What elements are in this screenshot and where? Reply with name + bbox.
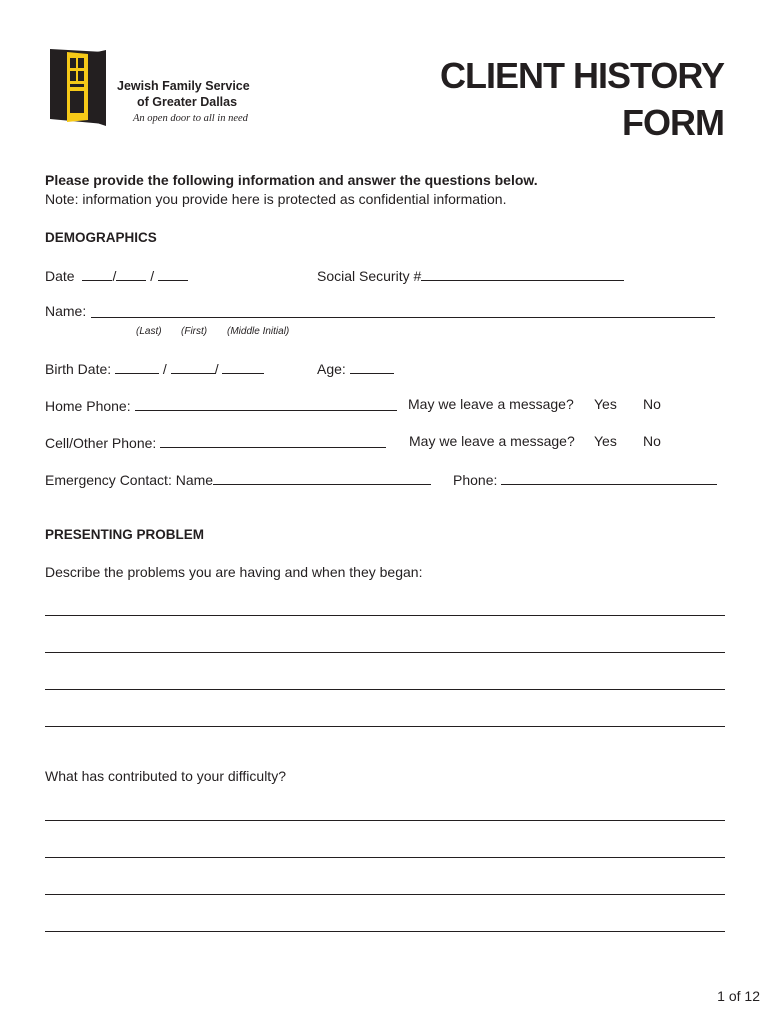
name-hint-first: (First) xyxy=(181,326,208,337)
problem-answer-line[interactable] xyxy=(45,726,725,727)
home-message-question: May we leave a message? xyxy=(408,396,574,412)
presenting-problem-heading: PRESENTING PROBLEM xyxy=(45,527,205,542)
instruction-text: Please provide the following information and answer the questions below. xyxy=(45,172,538,188)
form-title-line2: FORM xyxy=(622,102,724,143)
birth-slash-2: / xyxy=(214,361,219,377)
name-hint-last: (Last) xyxy=(136,326,162,337)
problem-answer-line[interactable] xyxy=(45,689,725,690)
confidentiality-note: Note: information you provide here is protected as confidential information. xyxy=(45,191,507,207)
home-message-no[interactable]: No xyxy=(643,396,661,412)
difficulty-answer-line[interactable] xyxy=(45,820,725,821)
emergency-contact-label: Emergency Contact: xyxy=(45,472,172,488)
home-phone-field xyxy=(45,396,397,414)
birth-slash-1: / xyxy=(162,361,167,377)
difficulty-question: What has contributed to your difficulty? xyxy=(45,768,286,784)
date-slash-1: / xyxy=(112,268,117,284)
difficulty-answer-line[interactable] xyxy=(45,931,725,932)
difficulty-answer-line[interactable] xyxy=(45,894,725,895)
date-slash-2: / xyxy=(150,268,155,284)
birth-month-blank[interactable] xyxy=(115,359,159,374)
birth-date-label: Birth Date: xyxy=(45,361,112,377)
organization-name-line2: of Greater Dallas xyxy=(137,94,238,109)
emergency-phone-label: Phone: xyxy=(453,472,498,488)
organization-name xyxy=(117,79,250,110)
name-hint-middle: (Middle Initial) xyxy=(227,326,290,337)
page-number: 1 of 12 xyxy=(717,988,760,1004)
organization-name-line1: Jewish Family Service xyxy=(117,79,250,93)
difficulty-answer-line[interactable] xyxy=(45,857,725,858)
emergency-contact-field xyxy=(45,470,431,488)
form-title xyxy=(440,52,724,146)
birth-year-blank[interactable] xyxy=(222,359,264,374)
date-month-blank[interactable] xyxy=(82,266,112,281)
organization-tagline: An open door to all in need xyxy=(133,113,248,124)
problem-question: Describe the problems you are having and when they began: xyxy=(45,564,423,580)
cell-phone-blank[interactable] xyxy=(160,433,386,448)
date-year-blank[interactable] xyxy=(158,266,188,281)
name-blank[interactable] xyxy=(91,317,715,318)
emergency-name-blank[interactable] xyxy=(213,470,431,485)
home-phone-label: Home Phone: xyxy=(45,398,131,414)
birth-date-field xyxy=(45,359,264,377)
date-field xyxy=(45,266,188,284)
name-label: Name: xyxy=(45,303,87,319)
home-message-yes[interactable]: Yes xyxy=(594,396,617,412)
age-label: Age: xyxy=(317,361,346,377)
ssn-label: Social Security # xyxy=(317,268,422,284)
home-phone-blank[interactable] xyxy=(135,396,397,411)
demographics-heading: DEMOGRAPHICS xyxy=(45,230,157,245)
cell-phone-label: Cell/Other Phone: xyxy=(45,435,157,451)
emergency-name-label: Name xyxy=(175,472,214,488)
age-blank[interactable] xyxy=(350,359,394,374)
problem-answer-line[interactable] xyxy=(45,652,725,653)
age-field xyxy=(317,359,394,377)
emergency-phone-field xyxy=(453,470,717,488)
cell-message-question: May we leave a message? xyxy=(409,433,575,449)
emergency-phone-blank[interactable] xyxy=(501,470,717,485)
cell-message-no[interactable]: No xyxy=(643,433,661,449)
date-day-blank[interactable] xyxy=(116,266,146,281)
ssn-field xyxy=(317,266,624,284)
name-field xyxy=(45,303,86,319)
cell-message-yes[interactable]: Yes xyxy=(594,433,617,449)
cell-phone-field xyxy=(45,433,386,451)
problem-answer-line[interactable] xyxy=(45,615,725,616)
date-label: Date xyxy=(45,268,75,284)
form-title-line1: CLIENT HISTORY xyxy=(439,55,724,96)
ssn-blank[interactable] xyxy=(421,266,624,281)
birth-day-blank[interactable] xyxy=(171,359,215,374)
